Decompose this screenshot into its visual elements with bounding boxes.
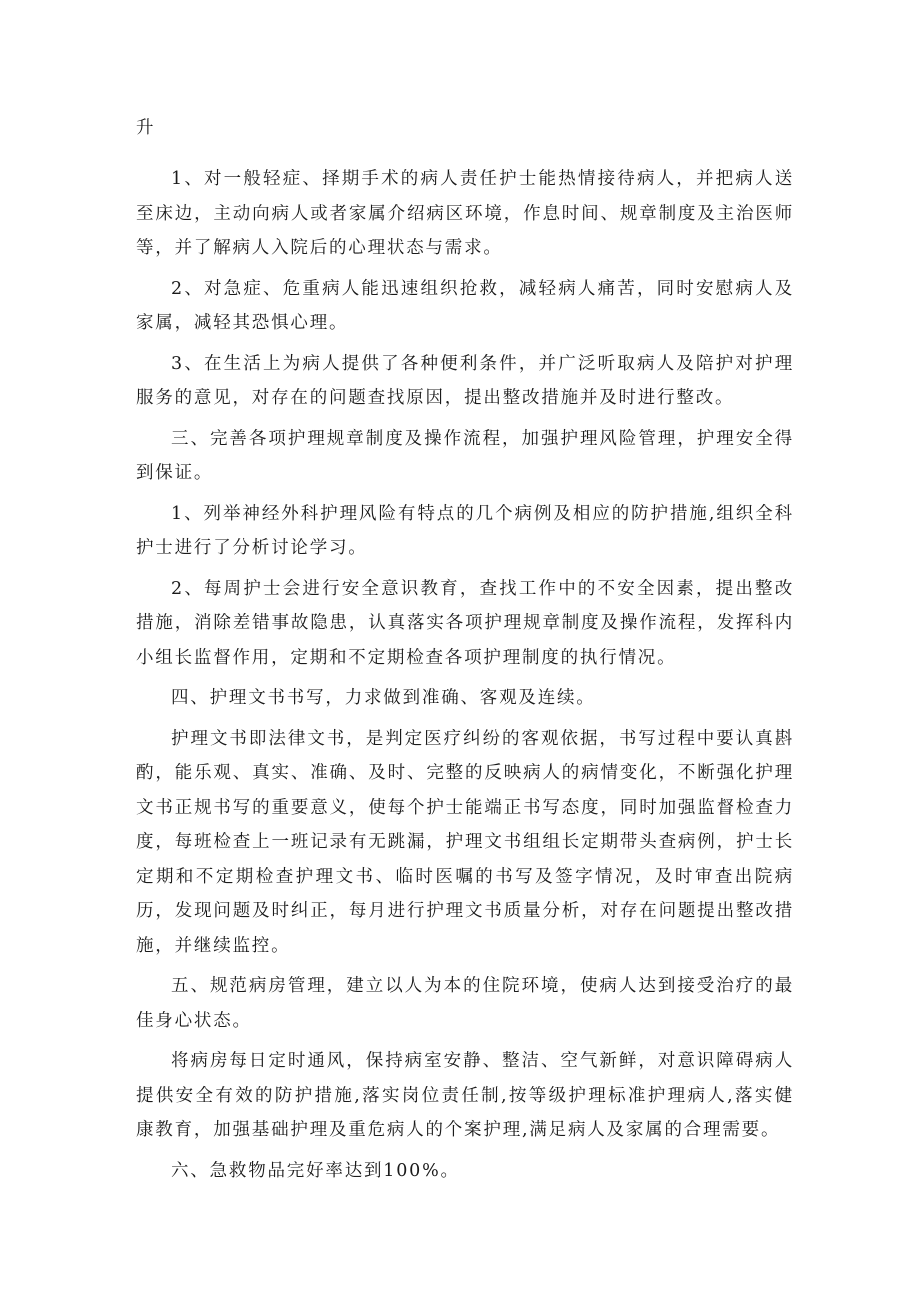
paragraph-emergency-rescue: 2、对急症、危重病人能迅速组织抢救，减轻病人痛苦，同时安慰病人及家属，减轻其恐惧心理。 <box>136 278 794 333</box>
leading-fragment: 升 <box>136 118 154 138</box>
paragraph-living-convenience: 3、在生活上为病人提供了各种便利条件，并广泛听取病人及陪护对护理服务的意见，对存在的问题查找原因，提出整改措施并及时进行整改。 <box>136 353 794 408</box>
paragraph-admission-reception: 1、对一般轻症、择期手术的病人责任护士能热情接待病人，并把病人送至床边，主动向病人或者家属介绍病区环境，作息时间、规章制度及主治医师等，并了解病人入院后的心理状态与需求。 <box>136 169 794 258</box>
paragraph-risk-cases: 1、列举神经外科护理风险有特点的几个病例及相应的防护措施,组织全科护士进行了分析讨论学习。 <box>136 503 794 558</box>
section-heading-six: 六、急救物品完好率达到100%。 <box>171 1160 460 1181</box>
section-heading-four: 四、护理文书书写，力求做到准确、客观及连续。 <box>171 688 596 708</box>
section-heading-five: 五、规范病房管理，建立以人为本的住院环境，使病人达到接受治疗的最佳身心状态。 <box>136 976 794 1031</box>
paragraph-ward-management: 将病房每日定时通风，保持病室安静、整洁、空气新鲜，对意识障碍病人提供安全有效的防护措施,落实岗位责任制,按等级护理标准护理病人,落实健康教育，加强基础护理及重危病人的个案护理,满足病人及家属的合理需要。 <box>136 1051 794 1140</box>
paragraph-nursing-documents: 护理文书即法律文书，是判定医疗纠纷的客观依据，书写过程中要认真斟酌，能乐观、真实、准确、及时、完整的反映病人的病情变化，不断强化护理文书正规书写的重要意义，使每个护士能端正书写态度，同时加强监督检查力度，每班检查上一班记录有无跳漏，护理文书组组长定期带头查病例，护士长定期和不定期检查护理文书、临时医嘱的书写及签字情况，及时审查出院病历，发现问题及时纠正，每月进行护理文书质量分析，对存在问题提出整改措施，并继续监控。 <box>136 728 794 956</box>
section-heading-three: 三、完善各项护理规章制度及操作流程，加强护理风险管理，护理安全得到保证。 <box>136 428 794 483</box>
paragraph-safety-education: 2、每周护士会进行安全意识教育，查找工作中的不安全因素，提出整改措施，消除差错事故隐患，认真落实各项护理规章制度及操作流程，发挥科内小组长监督作用，定期和不定期检查各项护理制度的执行情况。 <box>136 578 794 668</box>
